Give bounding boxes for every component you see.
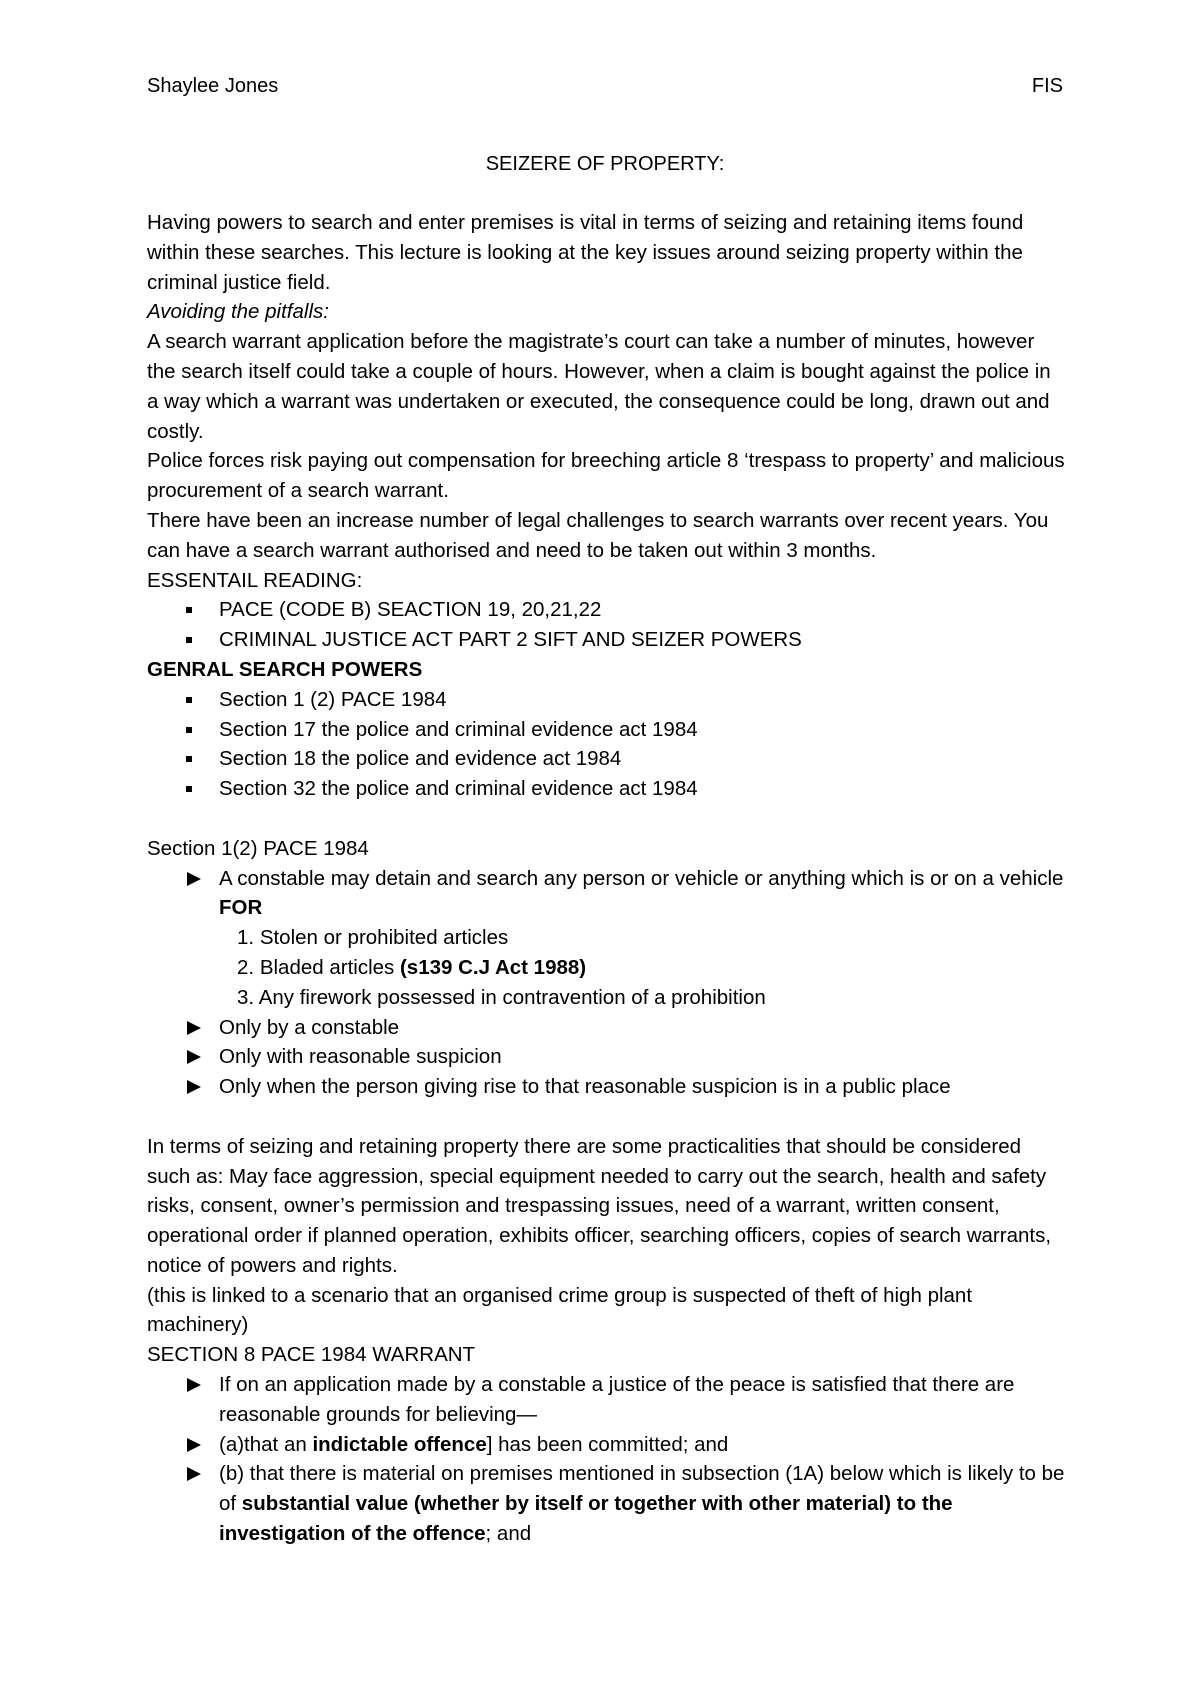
list-item [147, 864, 1067, 924]
list-item [147, 1072, 1067, 1102]
item-bold: (s139 C.J Act 1988) [399, 955, 587, 979]
triangle-bullet-icon [187, 1438, 201, 1452]
list-item-bold: FOR [219, 896, 263, 920]
practicalities-paragraph: In terms of seizing and retaining property there are some practicalities that should be considered such as: May face aggression, special equipment needed to carry out the search, health and safety risks, consent, owner’s permission and trespassing issues, need of a warrant, written consent, operational order if planned operation, exhibits officer, searching officers, copies of search warrants, notice of powers and rights. [147, 1134, 1052, 1277]
triangle-bullet-icon [187, 872, 201, 886]
item-number: 2. [237, 955, 255, 979]
general-search-powers-list [147, 685, 1067, 804]
list-item-text: (a)that an [219, 1432, 313, 1456]
triangle-bullet-icon [187, 1021, 201, 1035]
list-item [147, 1042, 1067, 1072]
list-item [147, 953, 1067, 983]
list-item: Section 17 the police and criminal evidence act 1984 [147, 715, 1067, 745]
scenario-note: (this is linked to a scenario that an organised crime group is suspected of theft of high plant machinery) [147, 1283, 973, 1337]
list-item-bold: indictable offence [312, 1432, 487, 1456]
list-item [147, 1013, 1067, 1043]
list-item: Section 18 the police and evidence act 1984 [147, 744, 1067, 774]
pitfalls-paragraph-1: A search warrant application before the magistrate’s court can take a number of minutes, however the search itself could take a couple of hours. However, when a claim is bought against the police in a way which a warrant was undertaken or executed, the consequence could be long, drawn out and costly. [147, 330, 1051, 443]
triangle-bullet-icon [187, 1467, 201, 1481]
list-item: Section 1 (2) PACE 1984 [147, 685, 1067, 715]
item-number: 1. [237, 926, 255, 950]
item-text: Any firework possessed in contravention of a prohibition [258, 985, 766, 1009]
essential-reading-heading: ESSENTAIL READING: [147, 568, 363, 592]
list-item-text: A constable may detain and search any person or vehicle or anything which is or on a vehicle [219, 866, 1064, 890]
section1-conditions-list [147, 1013, 1067, 1102]
section1-heading: Section 1(2) PACE 1984 [147, 836, 369, 860]
triangle-bullet-icon [187, 1080, 201, 1094]
list-item-text: ] has been committed; and [486, 1432, 729, 1456]
list-item: CRIMINAL JUSTICE ACT PART 2 SIFT AND SEIZER POWERS [147, 625, 1067, 655]
spacer [147, 804, 1067, 834]
list-item [147, 1459, 1067, 1548]
section8-heading: SECTION 8 PACE 1984 WARRANT [147, 1343, 476, 1367]
triangle-bullet-icon [187, 1378, 201, 1392]
list-item-text: ; and [485, 1522, 532, 1546]
list-item-text: If on an application made by a constable a justice of the peace is satisfied that there are reasonable grounds for believing— [219, 1373, 1015, 1426]
spacer [147, 1102, 1067, 1132]
pitfalls-heading: Avoiding the pitfalls: [147, 300, 329, 324]
section8-list [147, 1370, 1067, 1549]
list-item-text: Only with reasonable suspicion [219, 1045, 502, 1069]
essential-reading-list [147, 595, 1067, 655]
author-name: Shaylee Jones [147, 75, 279, 97]
intro-paragraph: Having powers to search and enter premises is vital in terms of seizing and retaining items found within these searches. This lecture is looking at the key issues around seizing property within the criminal justice field. [147, 211, 1024, 294]
list-item [147, 1370, 1067, 1430]
list-item: Section 32 the police and criminal evidence act 1984 [147, 774, 1067, 804]
list-item [147, 983, 1067, 1013]
list-item-bold: substantial value (whether by itself or together with other material) to the investigation of the offence [219, 1492, 953, 1546]
course-code: FIS [1031, 75, 1063, 97]
list-item-text: (b) that there is material on premises mentioned in subsection (1A) below which is likely to be of [219, 1462, 1065, 1516]
list-item-text: Only by a constable [219, 1015, 400, 1039]
pitfalls-paragraph-3: There have been an increase number of legal challenges to search warrants over recent years. You can have a search warrant authorised and need to be taken out within 3 months. [147, 508, 1049, 562]
section1-list [147, 864, 1067, 924]
document-body [147, 208, 1067, 1549]
pitfalls-paragraph-2: Police forces risk paying out compensation for breeching article 8 ‘trespass to property’ and malicious procurement of a search warrant. [147, 449, 1065, 503]
document-title: SEIZERE OF PROPERTY: [485, 153, 725, 175]
item-text: Stolen or prohibited articles [259, 926, 509, 950]
triangle-bullet-icon [187, 1050, 201, 1064]
section1-numbered-list [147, 923, 1067, 1012]
item-text: Bladed articles [259, 955, 400, 979]
list-item [147, 923, 1067, 953]
list-item [147, 1430, 1067, 1460]
general-search-powers-heading: GENRAL SEARCH POWERS [147, 657, 423, 681]
list-item-text: Only when the person giving rise to that reasonable suspicion is in a public place [219, 1075, 951, 1099]
item-number: 3. [237, 985, 255, 1009]
list-item: PACE (CODE B) SEACTION 19, 20,21,22 [147, 595, 1067, 625]
